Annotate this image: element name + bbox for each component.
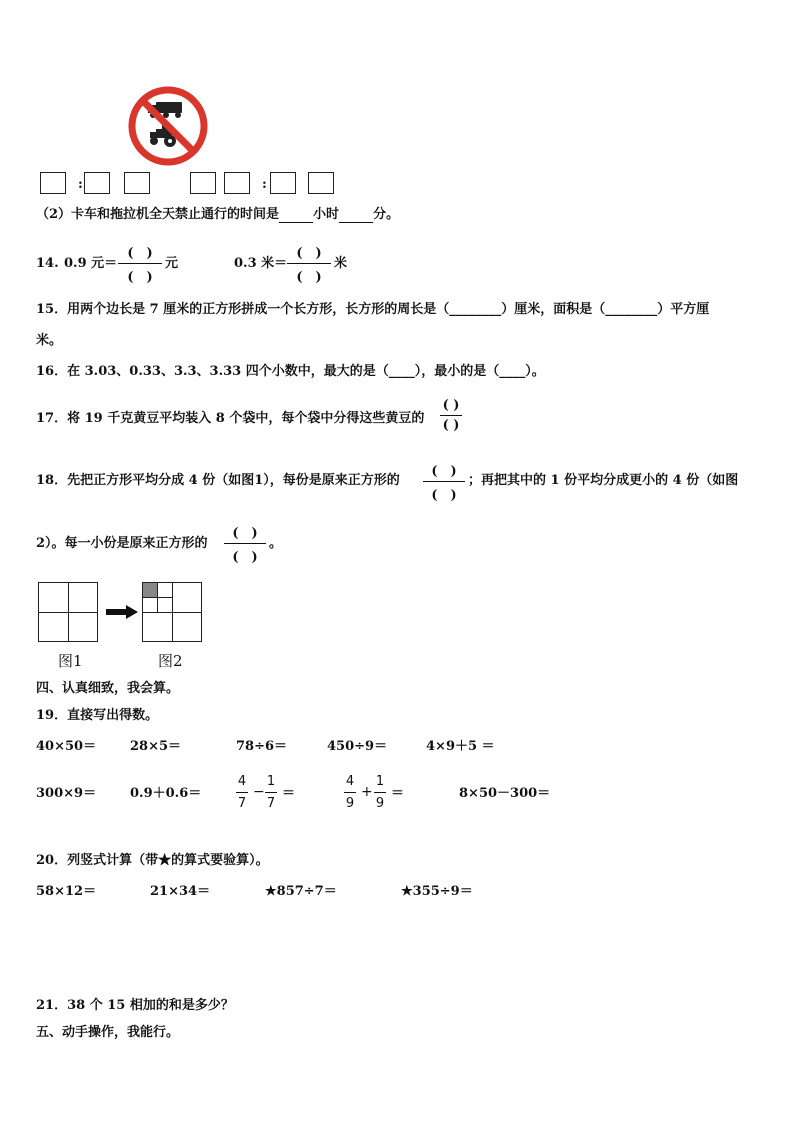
q17: 17．将 19 千克黄豆平均装入 8 个袋中，每个袋中分得这些黄豆的 [36, 411, 425, 426]
q19-r1-2: 28×5＝ [130, 739, 182, 754]
q16: 16．在 3.03、0.33、3.3、3.33 四个小数中，最大的是（____），最小的是（____）。 [36, 364, 545, 379]
q14-b-unit: 米 [334, 256, 348, 271]
minute-box-2[interactable] [124, 172, 150, 194]
colon-1: : [78, 177, 83, 192]
q19-frac1-eq: ＝ [282, 786, 296, 801]
q14-label: 14. [36, 256, 59, 271]
figure-1-square [38, 582, 98, 642]
q18-line1-a: 18．先把正方形平均分成 4 份（如图1），每份是原来正方形的 [36, 473, 400, 488]
q19-r1-5: 4×9＋5 ＝ [426, 739, 495, 754]
q19-title: 19．直接写出得数。 [36, 708, 159, 723]
hours-blank[interactable] [279, 222, 313, 223]
q20-title: 20．列竖式计算（带★的算式要验算）。 [36, 853, 269, 868]
no-truck-tractor-sign [126, 84, 210, 168]
q19-frac1-a: 4 7 [237, 774, 247, 811]
q19-frac2-op: + [361, 784, 373, 800]
shaded-small-square [143, 583, 157, 597]
q18-fraction-2[interactable]: ( ) ( ) [224, 522, 266, 565]
q19-frac1-b: 1 7 [266, 774, 276, 811]
q19-r2-1: 300×9＝ [36, 786, 97, 801]
q14-a-fraction[interactable]: ( ) ( ) [118, 242, 162, 285]
q19-r1-1: 40×50＝ [36, 739, 97, 754]
q20-item-1: 58×12＝ [36, 884, 97, 899]
q14-b-fraction[interactable]: ( ) ( ) [287, 242, 331, 285]
q19-r2-5: 8×50－300＝ [459, 786, 551, 801]
q17-fraction[interactable]: ( ) ( ) [440, 398, 462, 433]
q19-frac2-a: 4 9 [345, 774, 355, 811]
section-5-heading: 五、动手操作，我能行。 [36, 1025, 180, 1040]
q19-r2-2: 0.9＋0.6＝ [130, 786, 202, 801]
hour-box-1[interactable] [40, 172, 66, 194]
q18-fraction-1[interactable]: ( ) ( ) [423, 460, 465, 503]
minute-box-3[interactable] [270, 172, 296, 194]
q18-line2-b: 。 [269, 536, 283, 551]
minutes-blank[interactable] [339, 222, 373, 223]
q19-r1-4: 450÷9＝ [327, 739, 388, 754]
q14-a-unit: 元 [165, 256, 179, 271]
q20-item-4: ★355÷9＝ [401, 884, 473, 899]
q19-frac2-eq: ＝ [391, 786, 405, 801]
hour-box-2[interactable] [190, 172, 216, 194]
q20-item-3: ★857÷7＝ [265, 884, 337, 899]
q14-b-left: 0.3 米＝ [234, 256, 288, 271]
q21: 21．38 个 15 相加的和是多少？ [36, 998, 234, 1013]
minute-box-1[interactable] [84, 172, 110, 194]
figure-1-caption: 图1 [58, 652, 83, 670]
q19-frac1-op: − [253, 784, 265, 800]
figure-2-caption: 图2 [158, 652, 183, 670]
q15-line2: 米。 [36, 333, 63, 348]
colon-2: : [262, 177, 267, 192]
q19-frac2-b: 1 9 [375, 774, 385, 811]
q18-line2-a: 2）。每一小份是原来正方形的 [36, 536, 208, 551]
arrow-right-icon [106, 605, 138, 619]
minute-box-4[interactable] [308, 172, 334, 194]
figure-2-square [142, 582, 202, 642]
q18-line1-b: ；再把其中的 1 份平均分成更小的 4 份（如图 [468, 473, 739, 488]
q19-r1-3: 78÷6＝ [236, 739, 288, 754]
section-4-heading: 四、认真细致，我会算。 [36, 681, 180, 696]
hour-box-3[interactable] [224, 172, 250, 194]
q20-item-2: 21×34＝ [150, 884, 211, 899]
q15-line1: 15．用两个边长是 7 厘米的正方形拼成一个长方形，长方形的周长是（________）厘米，面积是（________）平方厘 [36, 302, 710, 317]
q14-a-left: 0.9 元＝ [64, 256, 118, 271]
q13-part2: （2）卡车和拖拉机全天禁止通行的时间是 小时 分。 [36, 207, 400, 222]
